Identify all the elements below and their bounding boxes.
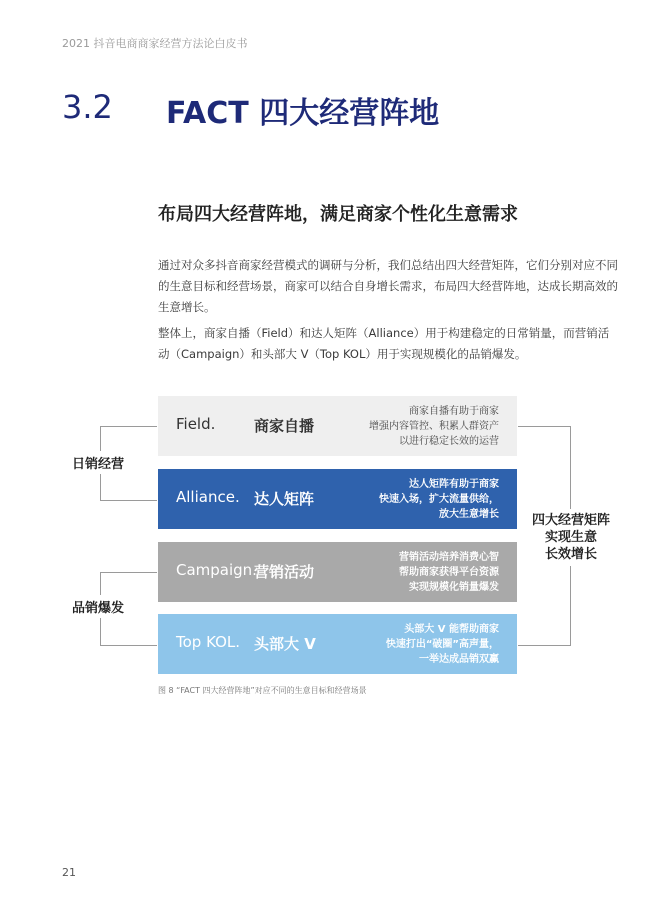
label-line: 四大经营矩阵 bbox=[531, 513, 610, 528]
band-field bbox=[158, 396, 517, 456]
intro-paragraph: 通过对众多抖音商家经营模式的调研与分析，我们总结出四大经营矩阵，它们分别对应不同的生意目标和经营场景，商家可以结合自身增长需求，布局四大经营阵地，达成长期高效的生意增长。 bbox=[158, 258, 618, 314]
subtitle: 布局四大经营阵地，满足商家个性化生意需求 bbox=[158, 204, 518, 225]
band-zh: 达人矩阵 bbox=[254, 490, 315, 508]
band-desc-line: 快速入场，扩大流量供给， bbox=[379, 494, 499, 505]
label-daily-sales: 日销经营 bbox=[72, 451, 124, 474]
band-desc-line: 以进行稳定长效的运营 bbox=[399, 436, 499, 447]
band-desc bbox=[369, 404, 499, 449]
band-desc-line: 营销活动培养消费心智 bbox=[399, 552, 499, 563]
band-desc-line: 一举达成品销双赢 bbox=[419, 654, 499, 665]
running-header: 2021 抖音电商商家经营方法论白皮书 bbox=[62, 37, 248, 50]
band-desc bbox=[386, 622, 499, 667]
label-line: 实现生意 bbox=[544, 530, 597, 545]
band-campaign bbox=[158, 542, 517, 602]
band-topkol bbox=[158, 614, 517, 674]
band-zh: 商家自播 bbox=[254, 417, 315, 435]
band-desc bbox=[379, 477, 499, 522]
band-zh: 头部大 V bbox=[254, 635, 316, 653]
band-desc-line: 帮助商家获得平台资源 bbox=[399, 567, 499, 578]
band-desc-line: 实现规模化销量爆发 bbox=[409, 582, 499, 593]
band-desc-line: 达人矩阵有助于商家 bbox=[409, 479, 499, 490]
band-desc-line: 增强内容管控、积累人群资产 bbox=[369, 421, 499, 432]
band-en: Campaign. bbox=[176, 561, 257, 579]
label-four-matrices bbox=[522, 509, 620, 566]
summary-paragraph: 整体上，商家自播（Field）和达人矩阵（Alliance）用于构建稳定的日常销量，而营销活动（Campaign）和头部大 V（Top KOL）用于实现规模化的品销爆发。 bbox=[158, 326, 610, 361]
page-number: 21 bbox=[62, 866, 76, 879]
band-en: Field. bbox=[176, 415, 216, 433]
band-zh: 营销活动 bbox=[254, 563, 315, 581]
band-alliance bbox=[158, 469, 517, 529]
band-desc-line: 商家自播有助于商家 bbox=[409, 406, 499, 417]
section-title: FACT 四大经营阵地 bbox=[166, 96, 440, 131]
label-line: 长效增长 bbox=[544, 547, 597, 562]
band-desc-line: 快速打出“破圈”高声量， bbox=[385, 639, 499, 650]
figure-caption: 图 8 “FACT 四大经营阵地”对应不同的生意目标和经营场景 bbox=[158, 686, 367, 695]
band-desc bbox=[399, 550, 499, 595]
band-desc-line: 头部大 V 能帮助商家 bbox=[404, 624, 499, 635]
band-en: Top KOL. bbox=[176, 633, 241, 651]
label-brand-burst: 品销爆发 bbox=[72, 595, 124, 618]
band-en: Alliance. bbox=[176, 488, 240, 506]
band-desc-line: 放大生意增长 bbox=[439, 509, 499, 520]
section-number: 3.2 bbox=[62, 88, 113, 126]
